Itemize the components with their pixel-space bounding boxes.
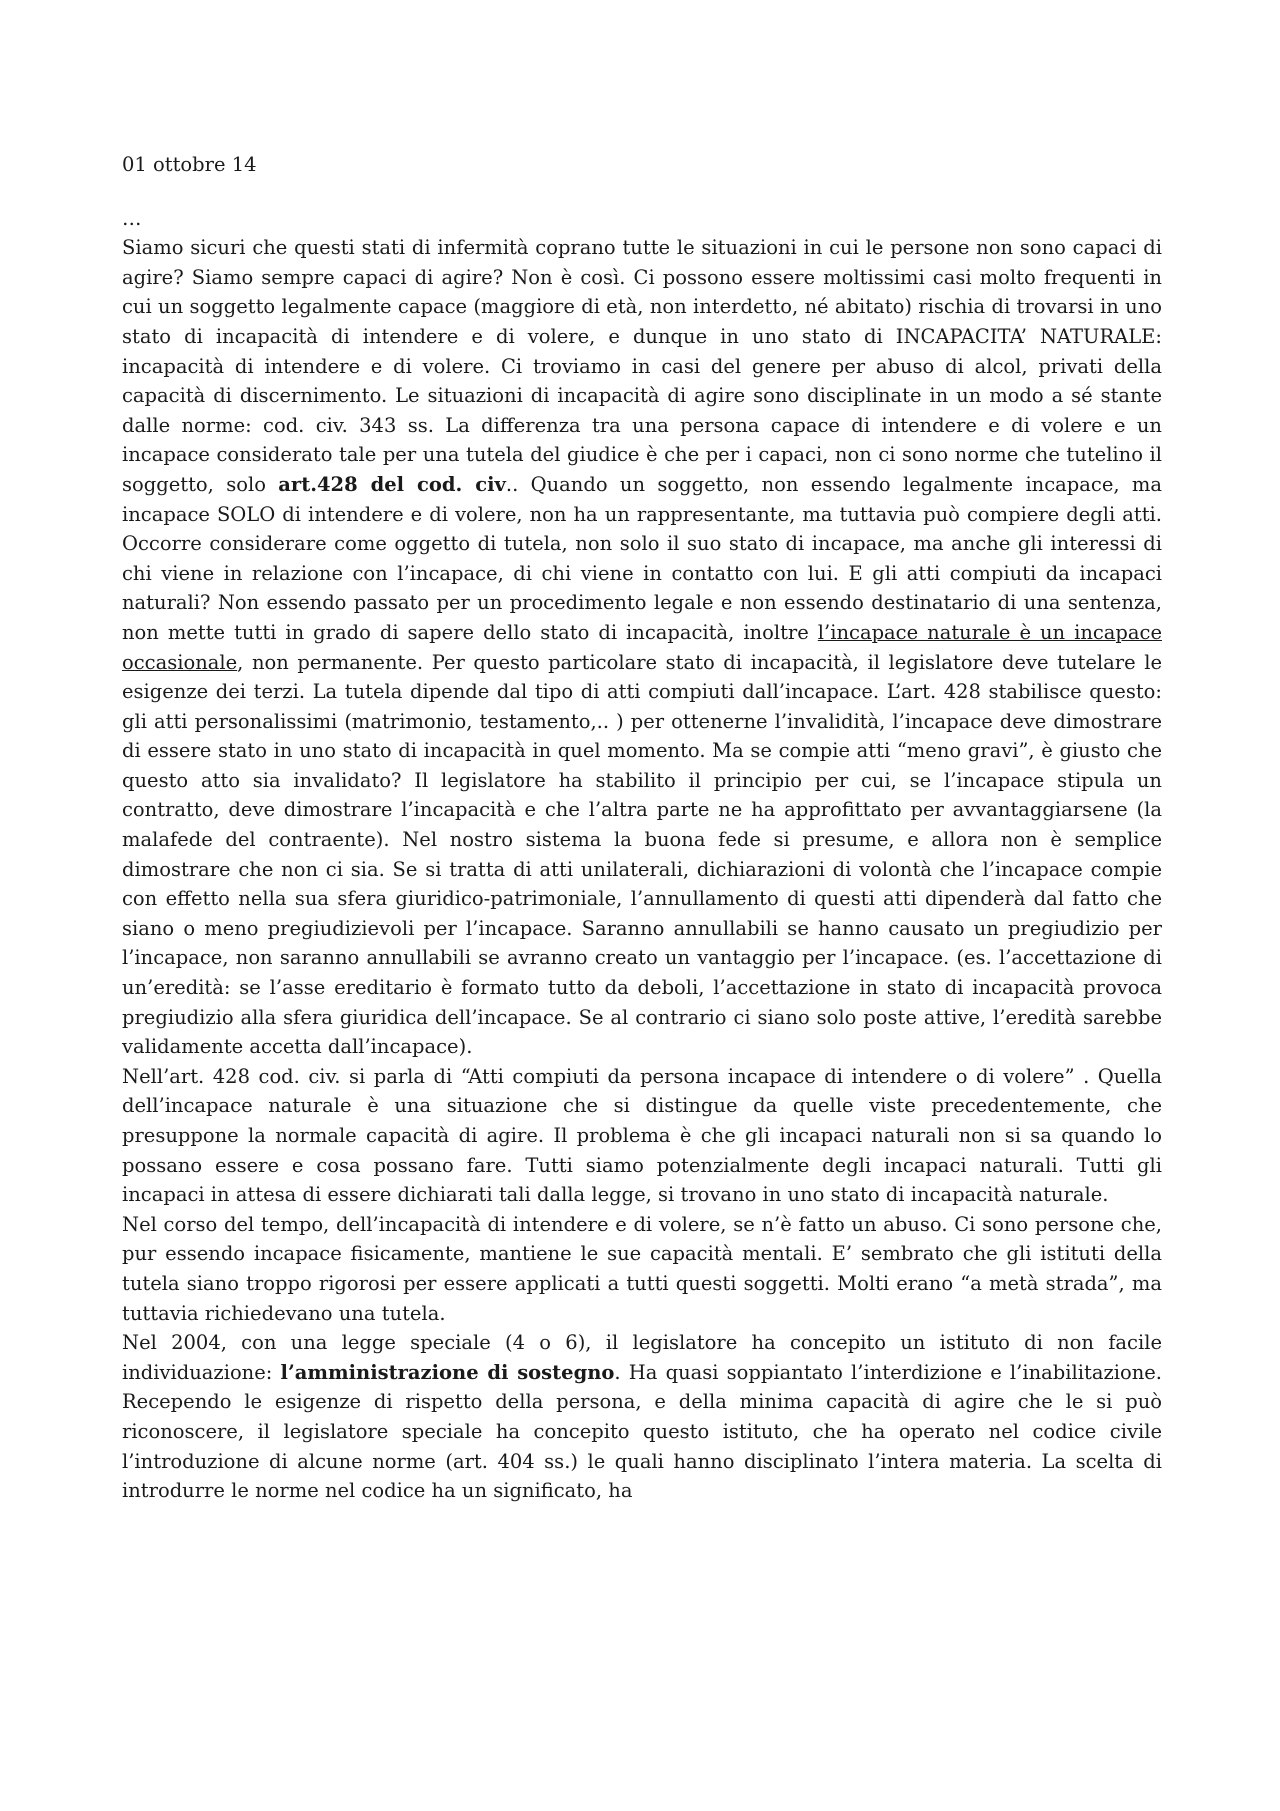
document-page (122, 150, 1162, 1506)
paragraph-amministrazione-sostegno (122, 1328, 1162, 1506)
paragraph-text: . Ha quasi soppiantato l’interdizione e l’inabilitazione. Recependo le esigenze di rispetto della persona, e della minima capacità di agire che le si può riconoscere, il legislatore speciale ha concepito questo istituto, che ha operato nel codice civile l’introduzione di alcune norme (art. 404 ss.) le quali hanno disciplinato l’intera materia. La scelta di introdurre le norme nel codice ha un significato, ha (122, 1360, 1162, 1503)
paragraph-art-428: Nell’art. 428 cod. civ. si parla di “Atti compiuti da persona incapace di intendere o di volere” . Quella dell’incapace naturale è una situazione che si distingue da quelle viste precedentemente, che presuppone la normale capacità di agire. Il problema è che gli incapaci naturali non si sa quando lo possano essere e cosa possano fare. Tutti siamo potenzialmente degli incapaci naturali. Tutti gli incapaci in attesa di essere dichiarati tali dalla legge, si trovano in uno stato di incapacità naturale. (122, 1064, 1162, 1207)
ellipsis-marker: … (122, 206, 142, 230)
paragraph-abuso: Nel corso del tempo, dell’incapacità di intendere e di volere, se n’è fatto un abuso. Ci sono persone che, pur essendo incapace fisicamente, mantiene le sue capacità mentali. E’ sembrato che gli istituti della tutela siano troppo rigorosi per essere applicati a tutti questi soggetti. Molti erano “a metà strada”, ma tuttavia richiedevano una tutela. (122, 1212, 1162, 1325)
paragraph-text: .. Quando un soggetto, non essendo legalmente incapace, ma incapace SOLO di intendere e di volere, non ha un rappresentante, ma tuttavia può compiere degli atti. Occorre considerare come oggetto di tutela, non solo il suo stato di incapace, ma anche gli interessi di chi viene in relazione con l’incapace, di chi viene in contatto con lui. E gli atti compiuti da incapaci naturali? Non essendo passato per un procedimento legale e non essendo destinatario di una sentenza, non mette tutti in grado di sapere dello stato di incapacità, inoltre (122, 472, 1163, 644)
document-date: 01 ottobre 14 (122, 153, 257, 176)
underlined-phrase: l’incapace naturale è un incapace occasionale (122, 620, 1163, 674)
bold-term-amministrazione: l’amministrazione di sostegno (280, 1360, 615, 1384)
paragraph-text: Nel 2004, con una legge speciale (4 o 6), il legislatore ha concepito un istituto di non facile individuazione: (122, 1331, 1162, 1384)
paragraph-text: Siamo sicuri che questi stati di infermità coprano tutte le situazioni in cui le persone non sono capaci di agire? Siamo sempre capaci di agire? Non è così. Ci possono essere moltissimi casi molto frequenti in cui un soggetto legalmente capace (maggiore di età, non interdetto, né abitato) rischia di trovarsi in uno stato di incapacità di intendere e di volere, e dunque in uno stato di INCAPACITA’ NATURALE: incapacità di intendere e di volere. Ci troviamo in casi del genere per abuso di alcol, privati della capacità di discernimento. Le situazioni di incapacità di agire sono disciplinate in un modo a sé stante dalle norme: cod. civ. 343 ss. La differenza tra una persona capace di intendere e di volere e un incapace considerato tale per una tutela del giudice è che per i capaci, non ci sono norme che tutelino il soggetto, solo (122, 236, 1162, 496)
bold-reference-art-428: art.428 del cod. civ (278, 472, 506, 496)
paragraph-text: , non permanente. Per questo particolare stato di incapacità, il legislatore deve tutelare le esigenze dei terzi. La tutela dipende dal tipo di atti compiuti dall’incapace. L’art. 428 stabilisce questo: gli atti personalissimi (matrimonio, testamento,.. ) per ottenerne l’invalidità, l’incapace deve dimostrare di essere stato in uno stato di incapacità in quel momento. Ma se compie atti “meno gravi”, è giusto che questo atto sia invalidato? Il legislatore ha stabilito il principio per cui, se l’incapace stipula un contratto, deve dimostrare l’incapacità e che l’altra parte ne ha approfittato per avvantaggiarsene (la malafede del contraente). Nel nostro sistema la buona fede si presume, e allora non è semplice dimostrare che non ci sia. Se si tratta di atti unilaterali, dichiarazioni di volontà che l’incapace compie con effetto nella sua sfera giuridico-patrimoniale, l’annullamento di questi atti dipenderà dal fatto che siano o meno pregiudizievoli per l’incapace. Saranno annullabili se hanno causato un pregiudizio per l’incapace, non saranno annullabili se avranno creato un vantaggio per l’incapace. (es. l’accettazione di un’eredità: se l’asse ereditario è formato tutto da deboli, l’accettazione in stato di incapacità provoca pregiudizio alla sfera giuridica dell’incapace. Se al contrario ci siano solo poste attive, l’eredità sarebbe validamente accetta dall’incapace). (122, 650, 1162, 1059)
paragraph-incapacita-naturale (122, 233, 1162, 1062)
